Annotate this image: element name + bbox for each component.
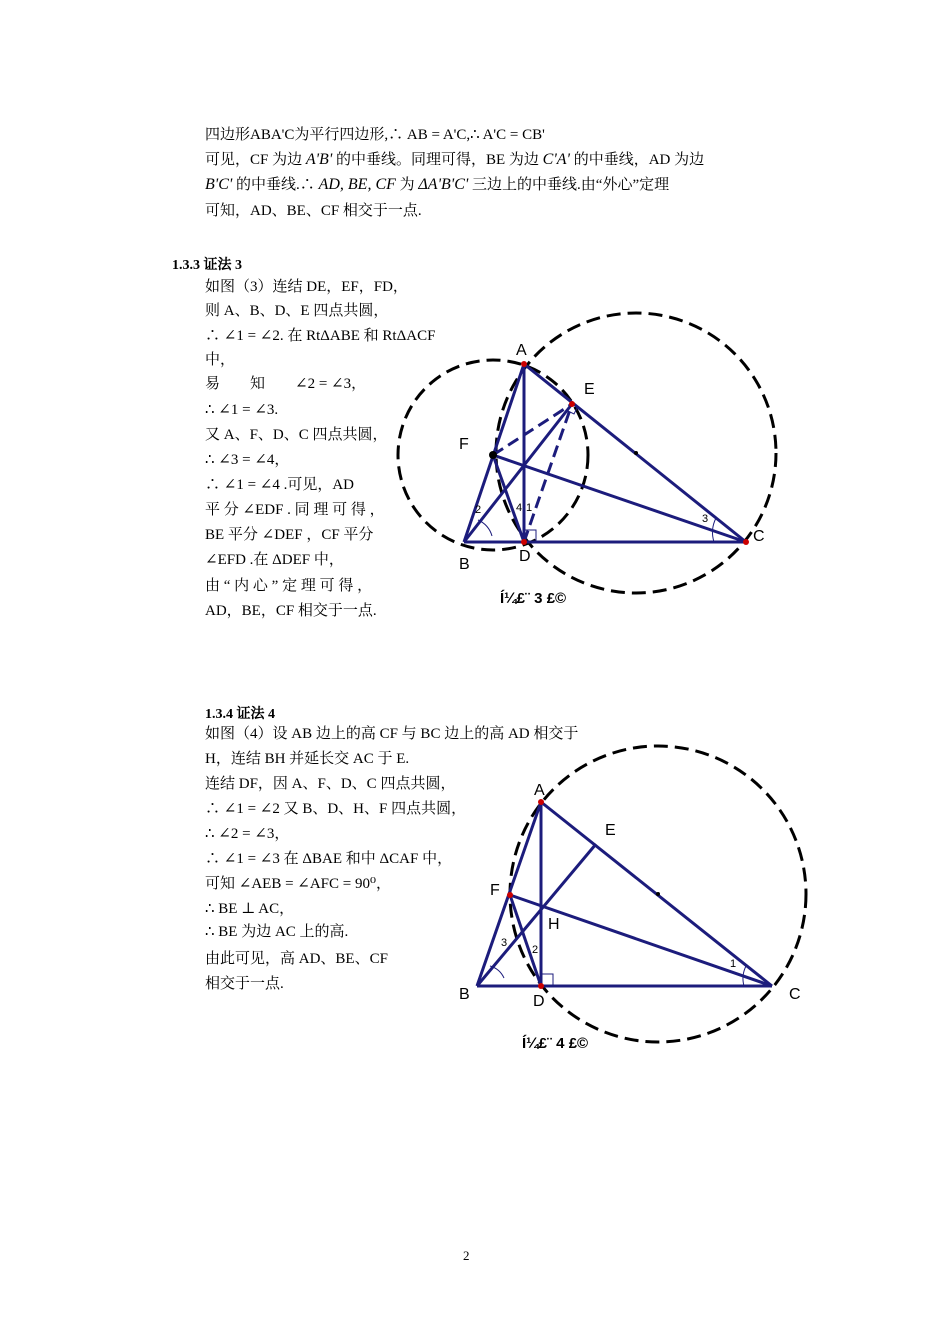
figure-4-circle-center	[656, 892, 660, 896]
top-line-3-math-2: AD, BE, CF	[318, 176, 396, 193]
page-number: 2	[463, 1248, 470, 1263]
s4-line: 相交于一点.	[205, 976, 284, 992]
figure-4-angle-3: 3	[501, 937, 508, 949]
figure-3-angle-1: 1	[526, 502, 533, 514]
figure-3-point-f	[489, 451, 497, 459]
figure-3-angle-3: 3	[702, 513, 709, 525]
figure-4-angle-2: 2	[532, 944, 539, 956]
figure-3-label-e: E	[584, 381, 595, 398]
figure-4-segment-fd	[510, 895, 541, 986]
figure-4-label-h: H	[548, 916, 560, 933]
s3-line: ∴ ∠1 = ∠3.	[205, 402, 279, 418]
figure-3-circle-afdc	[496, 313, 776, 593]
s4-line: 由此可见，高 AD、BE、CF	[205, 951, 388, 967]
figure-3-altitude-cf	[493, 455, 746, 542]
s3-line: BE 平分 ∠DEF ，CF 平分	[205, 527, 374, 543]
figure-3-point-a	[521, 361, 527, 367]
figure-3-label-d: D	[519, 548, 531, 565]
figure-4-angle-arc-3	[490, 966, 504, 978]
figure-3-label-a: A	[516, 342, 527, 359]
s4-line: 如图（4）设 AB 边上的高 CF 与 BC 边上的高 AD 相交于	[205, 726, 579, 742]
s4-line: ∴ BE ⊥ AC，	[205, 901, 295, 917]
figure-4-altitude-be	[477, 844, 596, 986]
figure-4-label-c: C	[789, 986, 801, 1003]
figure-4-caption: Í¼£¨ 4 £©	[522, 1035, 589, 1052]
top-line-3-a: 的中垂线.∴	[236, 177, 315, 193]
top-line-3-math-1: B'C'	[205, 176, 233, 193]
top-line-2-math-2: C'A'	[542, 151, 570, 168]
figure-4-label-e: E	[605, 822, 616, 839]
figure-3-segment-fd	[493, 455, 524, 542]
s3-line: 由 “ 内 心 ” 定 理 可 得 ，	[205, 578, 373, 594]
s3-line: ∴ ∠1 = ∠4 .可见，AD	[205, 477, 355, 493]
figure-3-right-angle-d	[524, 530, 536, 542]
top-line-2-math-1: A'B'	[305, 151, 333, 168]
figure-3-label-c: C	[753, 528, 765, 545]
s4-line: ∴ ∠1 = ∠2 又 B、D、H、F 四点共圆，	[205, 801, 467, 817]
top-line-2-c: 的中垂线，AD 为边	[573, 152, 705, 168]
figure-4-side-ac	[541, 802, 772, 986]
s3-line: ∠EFD .在 ΔDEF 中，	[205, 552, 344, 568]
figure-4-angle-mark-f	[512, 902, 516, 910]
figure-3-circle-abde	[398, 360, 588, 550]
figure-3-side-ac	[524, 364, 746, 542]
figure-3-segment-de	[524, 404, 572, 542]
figure-4-label-f: F	[490, 882, 500, 899]
top-line-4: 可知，AD、BE、CF 相交于一点.	[205, 203, 422, 219]
figure-4-label-d: D	[533, 993, 545, 1010]
figure-3-label-f: F	[459, 436, 469, 453]
figure-3-caption: Í¼£¨ 3 £©	[500, 590, 567, 607]
s3-line: 又 A、F、D、C 四点共圆，	[205, 427, 388, 443]
figure-3-right-angle-e	[566, 406, 578, 414]
figure-4-angle-arc-1	[743, 966, 746, 986]
s3-line: 平 分 ∠EDF . 同 理 可 得 ，	[205, 502, 385, 518]
figure-3-point-d	[521, 539, 527, 545]
s3-line: 中，	[205, 352, 236, 368]
figure-4-right-angle-d	[541, 974, 553, 986]
top-line-1: 四边形ABA'C为平行四边形,∴ AB = A'C,∴ A'C = CB'	[205, 127, 545, 143]
figure-4-label-a: A	[534, 782, 545, 799]
figure-3-segment-fe	[493, 404, 572, 455]
s3-line: 如图（3）连结 DE，EF，FD，	[205, 279, 408, 295]
top-line-3	[205, 176, 669, 194]
top-line-3-math-3: ΔA'B'C'	[418, 176, 469, 193]
s4-line: ∴ ∠1 = ∠3 在 ΔBAE 和中 ΔCAF 中，	[205, 851, 453, 867]
figure-3-angle-arc-2	[478, 520, 492, 536]
top-line-3-c: 三边上的中垂线.由“外心”定理	[472, 177, 670, 193]
figure-4-label-b: B	[459, 986, 470, 1003]
figure-4-side-ab	[477, 802, 541, 986]
figure-4-altitude-cf	[510, 895, 772, 986]
figure-3-altitude-be	[464, 404, 572, 542]
top-line-2	[205, 151, 704, 169]
s4-line: 可知 ∠AEB = ∠AFC = 90⁰，	[205, 876, 391, 892]
figure-3-angle-arc-3	[713, 518, 716, 542]
figure-3-angle-2: 2	[475, 504, 482, 516]
figure-3-side-ab	[464, 364, 524, 542]
figure-3-point-e	[569, 401, 575, 407]
section-4-heading: 1.3.4 证法 4	[205, 707, 275, 722]
figure-4-point-d	[538, 983, 544, 989]
figure-3-point-c	[743, 539, 749, 545]
s3-line: 则 A、B、D、E 四点共圆，	[205, 303, 389, 319]
figure-3-circle-center	[634, 451, 638, 455]
s4-line: 连结 DF，因 A、F、D、C 四点共圆，	[205, 776, 456, 792]
figure-3-angle-4: 4	[516, 502, 523, 514]
section-3-heading: 1.3.3 证法 3	[172, 258, 242, 273]
figure-4-angle-1: 1	[730, 958, 737, 970]
s4-line: H，连结 BH 并延长交 AC 于 E.	[205, 751, 410, 767]
s3-line: ∴ ∠3 = ∠4，	[205, 452, 290, 468]
figure-4-point-f	[507, 892, 513, 898]
top-line-2-a: 可见，CF 为边	[205, 152, 303, 168]
figure-4-circle-afdc	[510, 746, 806, 1042]
s4-line: ∴ BE 为边 AC 上的高.	[205, 924, 349, 940]
top-line-3-b: 为	[399, 177, 415, 193]
s3-line: ∴ ∠1 = ∠2. 在 RtΔABE 和 RtΔACF	[205, 328, 436, 344]
s3-line: 易 知 ∠2 = ∠3，	[205, 376, 367, 392]
top-line-2-b: 的中垂线。同理可得，BE 为边	[336, 152, 539, 168]
s3-line: AD，BE，CF 相交于一点.	[205, 603, 377, 619]
s4-line: ∴ ∠2 = ∠3，	[205, 826, 290, 842]
figure-3-label-b: B	[459, 556, 470, 573]
